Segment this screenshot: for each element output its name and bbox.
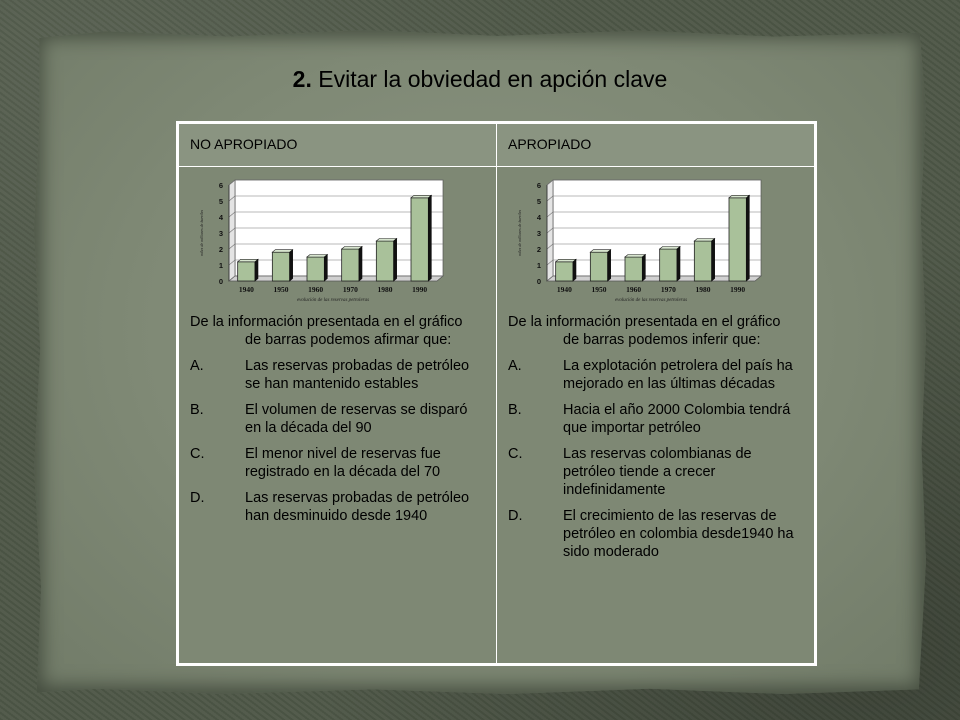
- y-axis-label: miles de millones de barriles: [517, 209, 522, 257]
- option-text: Hacia el año 2000 Colombia tendrá que importar petróleo: [563, 402, 791, 436]
- option-d: [508, 507, 800, 561]
- bar: [342, 249, 359, 281]
- bar-side: [746, 195, 749, 281]
- option-text: Las reservas colombianas de petróleo tiende a crecer indefinidamente: [563, 446, 752, 498]
- option-c: [190, 445, 482, 481]
- y-tick-label: 6: [218, 181, 223, 190]
- bar-side: [642, 255, 645, 282]
- option-b: [190, 401, 482, 437]
- bar-chart-left: [189, 177, 449, 307]
- x-tick-label: 1990: [730, 285, 746, 294]
- x-tick-label: 1970: [660, 285, 676, 294]
- bar-top: [238, 259, 258, 262]
- x-tick-label: 1960: [308, 285, 324, 294]
- bar-top: [307, 255, 327, 258]
- bar-side: [290, 250, 293, 281]
- bar-side: [324, 255, 327, 282]
- title-number: 2.: [292, 66, 312, 92]
- bar: [556, 262, 573, 281]
- option-letter: B.: [190, 402, 204, 418]
- bar-top: [694, 239, 714, 242]
- option-b: [508, 401, 800, 437]
- bar-top: [272, 250, 292, 253]
- bar-top: [660, 247, 680, 250]
- bar-side: [359, 247, 362, 282]
- question-right: [508, 313, 800, 561]
- bar-top: [729, 195, 749, 198]
- header-cell-right: [497, 123, 816, 167]
- bar-chart-right: [507, 177, 767, 307]
- y-tick-label: 4: [218, 213, 223, 222]
- bar-side: [573, 259, 576, 281]
- option-text: Las reservas probadas de petróleo han desminuido desde 1940: [245, 490, 470, 524]
- bar: [729, 198, 746, 281]
- bar: [411, 198, 428, 281]
- question-stem: De la información presentada en el gráfico de barras podemos inferir que:: [508, 314, 781, 348]
- body-cell-left: [178, 167, 497, 665]
- y-tick-label: 3: [218, 229, 223, 238]
- bar-side: [255, 259, 258, 281]
- option-text: La explotación petrolera del país ha mejorado en las últimas décadas: [563, 358, 793, 392]
- y-tick-label: 1: [536, 261, 541, 270]
- x-tick-label: 1990: [412, 285, 428, 294]
- y-tick-label: 4: [536, 213, 541, 222]
- option-text: Las reservas probadas de petróleo se han mantenido estables: [245, 358, 470, 392]
- bar: [625, 257, 642, 281]
- y-tick-label: 5: [536, 197, 541, 206]
- option-d: [190, 489, 482, 525]
- bar: [376, 241, 393, 281]
- bar-side: [712, 239, 715, 282]
- y-tick-label: 2: [536, 245, 541, 254]
- bar-top: [556, 259, 576, 262]
- bar-top: [342, 247, 362, 250]
- option-letter: A.: [190, 358, 204, 374]
- bar: [694, 241, 711, 281]
- body-cell-right: [497, 167, 816, 665]
- y-tick-label: 0: [218, 277, 223, 286]
- y-tick-label: 1: [218, 261, 223, 270]
- x-tick-label: 1940: [556, 285, 572, 294]
- bar-top: [411, 195, 431, 198]
- x-tick-label: 1960: [626, 285, 642, 294]
- x-axis-label: evolución de las reservas petroleras: [296, 298, 370, 303]
- option-a: [190, 357, 482, 393]
- bar-side: [394, 239, 397, 282]
- x-tick-label: 1950: [273, 285, 289, 294]
- slide-title: [0, 66, 960, 93]
- option-letter: B.: [508, 402, 522, 418]
- option-letter: D.: [190, 490, 205, 506]
- option-text: El menor nivel de reservas fue registrado en la década del 70: [245, 446, 441, 480]
- bar-side: [608, 250, 611, 281]
- question-stem: De la información presentada en el gráfico de barras podemos afirmar que:: [190, 314, 463, 348]
- y-tick-label: 3: [536, 229, 541, 238]
- x-tick-label: 1950: [591, 285, 607, 294]
- option-c: [508, 445, 800, 499]
- question-left: [190, 313, 482, 525]
- option-text: El crecimiento de las reservas de petróleo en colombia desde1940 ha sido moderado: [563, 508, 794, 560]
- bar: [660, 249, 677, 281]
- x-tick-label: 1980: [695, 285, 711, 294]
- comparison-table: [176, 121, 817, 666]
- option-a: [508, 357, 800, 393]
- option-letter: A.: [508, 358, 522, 374]
- option-letter: C.: [190, 446, 205, 462]
- x-tick-label: 1980: [377, 285, 393, 294]
- option-letter: D.: [508, 508, 523, 524]
- bar-side: [428, 195, 431, 281]
- x-tick-label: 1940: [238, 285, 254, 294]
- x-axis-label: evolución de las reservas petroleras: [614, 298, 688, 303]
- bar: [238, 262, 255, 281]
- title-text: Evitar la obviedad en apción clave: [311, 66, 668, 92]
- bar: [272, 252, 289, 281]
- x-tick-label: 1970: [342, 285, 358, 294]
- y-axis-label: miles de millones de barriles: [199, 209, 204, 257]
- y-tick-label: 0: [536, 277, 541, 286]
- header-no-apropiado: NO APROPIADO: [190, 136, 298, 152]
- header-cell-left: [178, 123, 497, 167]
- bar-top: [625, 255, 645, 258]
- bar: [590, 252, 607, 281]
- bar-top: [590, 250, 610, 253]
- option-letter: C.: [508, 446, 523, 462]
- option-text: El volumen de reservas se disparó en la década del 90: [245, 402, 468, 436]
- y-tick-label: 5: [218, 197, 223, 206]
- bar-top: [376, 239, 396, 242]
- y-tick-label: 6: [536, 181, 541, 190]
- bar: [307, 257, 324, 281]
- y-tick-label: 2: [218, 245, 223, 254]
- header-apropiado: APROPIADO: [508, 136, 592, 152]
- bar-side: [677, 247, 680, 282]
